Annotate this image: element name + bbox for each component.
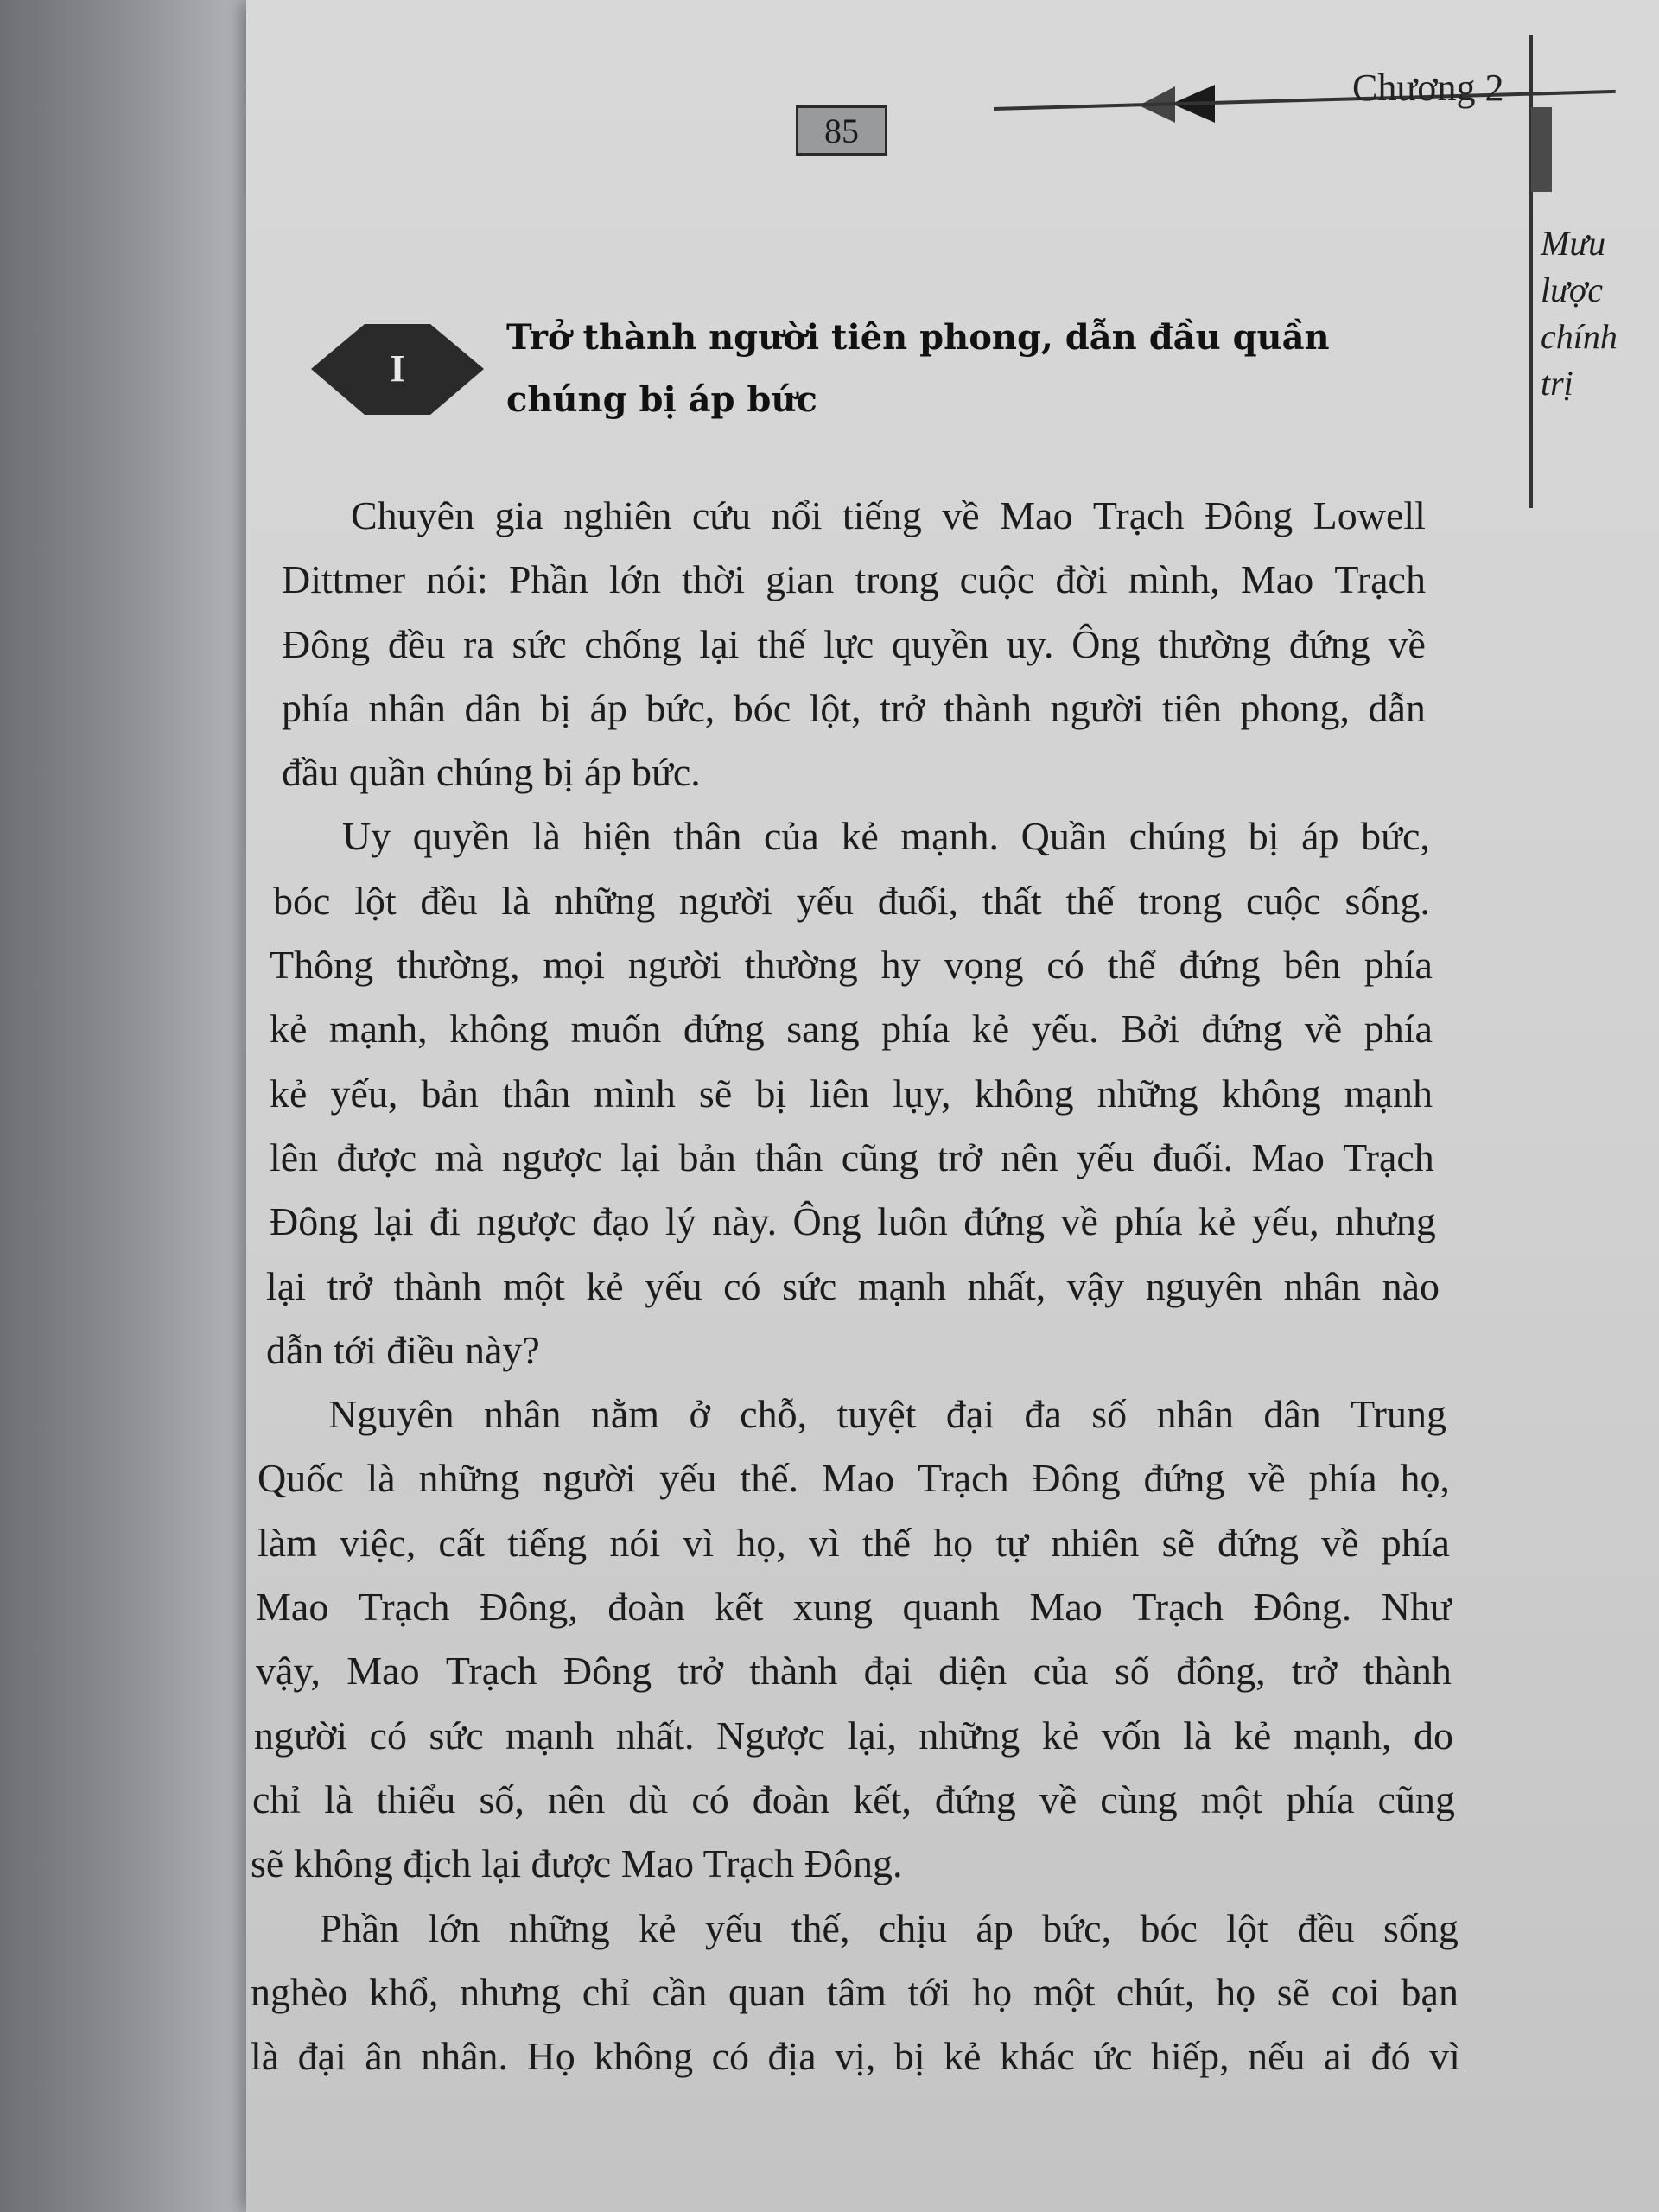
side-rule	[1529, 35, 1533, 508]
sidebar-caption-line: lược	[1541, 270, 1604, 309]
sidebar-caption-line: Mưu	[1541, 224, 1606, 263]
body-line: Nguyên nhân nằm ở chỗ, tuyệt đại đa số nhân dân Trung	[328, 1392, 1446, 1437]
body-line: phía nhân dân bị áp bức, bóc lột, trở thành người tiên phong, dẫn	[282, 685, 1426, 730]
body-line: sẽ không địch lại được Mao Trạch Đông.	[251, 1841, 903, 1886]
body-line: kẻ yếu, bản thân mình sẽ bị liên lụy, không những không mạnh	[270, 1071, 1433, 1116]
section-title-line: Trở thành người tiên phong, dẫn đầu quần	[506, 317, 1330, 358]
body-line: làm việc, cất tiếng nói vì họ, vì thế họ tự nhiên sẽ đứng về phía	[257, 1520, 1450, 1565]
section-title-line: chúng bị áp bức	[506, 379, 817, 420]
left-page-edge	[0, 0, 259, 2212]
body-line: dẫn tới điều này?	[266, 1327, 540, 1372]
body-text	[251, 484, 1460, 2088]
body-line: Dittmer nói: Phần lớn thời gian trong cuộc đời mình, Mao Trạch	[282, 557, 1426, 602]
body-line: vậy, Mao Trạch Đông trở thành đại diện của số đông, trở thành	[256, 1649, 1452, 1694]
body-line: Phần lớn những kẻ yếu thế, chịu áp bức, bóc lột đều sống	[320, 1905, 1459, 1950]
sidebar-caption	[1541, 220, 1653, 407]
chapter-label: Chương 2	[1352, 67, 1504, 109]
section-number: I	[390, 347, 405, 390]
body-line: lại trở thành một kẻ yếu có sức mạnh nhất, vậy nguyên nhân nào	[266, 1263, 1440, 1308]
body-line: chỉ là thiểu số, nên dù có đoàn kết, đứng về cùng một phía cũng	[252, 1777, 1455, 1821]
body-line: Uy quyền là hiện thân của kẻ mạnh. Quần chúng bị áp bức,	[342, 814, 1430, 859]
body-line: lên được mà ngược lại bản thân cũng trở nên yếu đuối. Mao Trạch	[270, 1135, 1434, 1179]
body-line: kẻ mạnh, không muốn đứng sang phía kẻ yếu. Bởi đứng về phía	[270, 1007, 1433, 1052]
body-line: Quốc là những người yếu thế. Mao Trạch Đông đứng về phía họ,	[257, 1456, 1450, 1501]
body-line: Chuyên gia nghiên cứu nổi tiếng về Mao Trạch Đông Lowell	[351, 493, 1426, 537]
body-line: đầu quần chúng bị áp bức.	[282, 750, 701, 795]
page-number-text: 85	[824, 111, 859, 150]
sidebar-caption-line: chính	[1541, 317, 1618, 356]
body-line: người có sức mạnh nhất. Ngược lại, những kẻ vốn là kẻ mạnh, do	[254, 1713, 1453, 1758]
body-line: Thông thường, mọi người thường hy vọng có thể đứng bên phía	[270, 943, 1433, 988]
body-line: bóc lột đều là những người yếu đuối, thất thế trong cuộc sống.	[273, 878, 1430, 923]
body-line: Đông đều ra sức chống lại thế lực quyền uy. Ông thường đứng về	[282, 621, 1426, 666]
body-line: là đại ân nhân. Họ không có địa vị, bị kẻ khác ức hiếp, nếu ai đó vì	[251, 2034, 1460, 2079]
page-number	[796, 105, 887, 156]
side-marker-block	[1531, 107, 1552, 192]
sidebar-caption-line: trị	[1541, 364, 1573, 403]
section-number-badge	[311, 324, 484, 415]
body-line: Mao Trạch Đông, đoàn kết xung quanh Mao Trạch Đông. Như	[256, 1585, 1452, 1630]
section-title	[506, 307, 1422, 431]
body-line: Đông lại đi ngược đạo lý này. Ông luôn đứng về phía kẻ yếu, nhưng	[270, 1199, 1436, 1244]
body-line: nghèo khổ, nhưng chỉ cần quan tâm tới họ một chút, họ sẽ coi bạn	[251, 1969, 1459, 2014]
